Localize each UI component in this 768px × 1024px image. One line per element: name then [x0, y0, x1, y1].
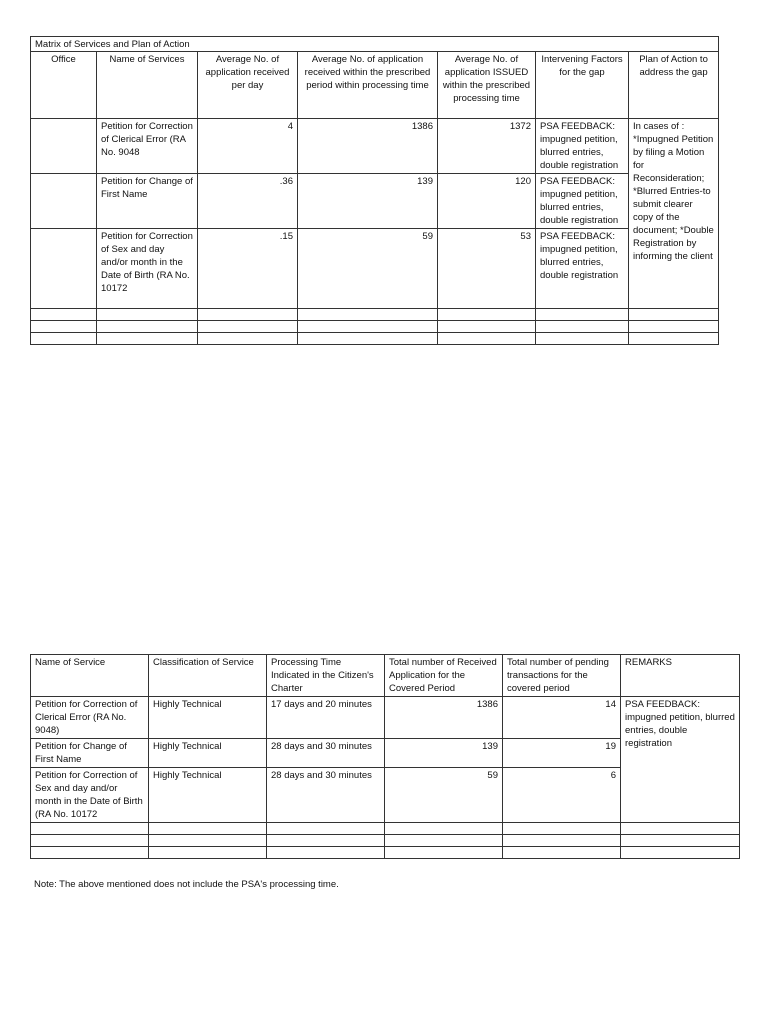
service-name-cell: Petition for Correction of Sex and day and/or month in the Date of Birth (RA No. 10172 [97, 229, 198, 309]
summary-header-service: Name of Service [31, 655, 149, 697]
matrix-of-services-table [30, 36, 719, 345]
issued-cell: 120 [438, 174, 536, 229]
matrix-header-per-day: Average No. of application received per day [198, 52, 298, 119]
received-cell: 59 [385, 768, 503, 823]
processing-time-cell: 28 days and 30 minutes [267, 739, 385, 768]
summary-header-processing-time: Processing Time Indicated in the Citizen's Charter [267, 655, 385, 697]
per-day-cell: 4 [198, 119, 298, 174]
factors-cell: PSA FEEDBACK: impugned petition, blurred entries, double registration [536, 119, 629, 174]
service-name-cell: Petition for Correction of Sex and day and/or month in the Date of Birth (RA No. 10172 [31, 768, 149, 823]
received-cell: 59 [298, 229, 438, 309]
table-row [31, 174, 719, 229]
per-day-cell: .36 [198, 174, 298, 229]
table-row [31, 119, 719, 174]
empty-row [31, 847, 740, 859]
footnote: Note: The above mentioned does not include the PSA's processing time. [34, 879, 339, 890]
per-day-cell: .15 [198, 229, 298, 309]
summary-header-classification: Classification of Service [149, 655, 267, 697]
classification-cell: Highly Technical [149, 739, 267, 768]
classification-cell: Highly Technical [149, 768, 267, 823]
matrix-header-issued: Average No. of application ISSUED within the prescribed processing time [438, 52, 536, 119]
matrix-header-received: Average No. of application received within the prescribed period within processing time [298, 52, 438, 119]
factors-cell: PSA FEEDBACK: impugned petition, blurred entries, double registration [536, 229, 629, 309]
matrix-header-office: Office [31, 52, 97, 119]
summary-header-received: Total number of Received Application for the Covered Period [385, 655, 503, 697]
received-cell: 139 [298, 174, 438, 229]
pending-cell: 6 [503, 768, 621, 823]
received-cell: 139 [385, 739, 503, 768]
summary-header-remarks: REMARKS [621, 655, 740, 697]
empty-row [31, 823, 740, 835]
pending-cell: 19 [503, 739, 621, 768]
matrix-header-service: Name of Services [97, 52, 198, 119]
summary-header-row [31, 655, 740, 697]
plan-of-action-cell: In cases of : *Impugned Petition by filing a Motion for Reconsideration; *Blurred Entries-to submit clearer copy of the document; *Double Registration by informing the client [629, 119, 719, 309]
received-cell: 1386 [298, 119, 438, 174]
matrix-header-plan: Plan of Action to address the gap [629, 52, 719, 119]
matrix-header-factors: Intervening Factors for the gap [536, 52, 629, 119]
service-name-cell: Petition for Correction of Clerical Error (RA No. 9048 [97, 119, 198, 174]
empty-row [31, 321, 719, 333]
issued-cell: 1372 [438, 119, 536, 174]
service-name-cell: Petition for Change of First Name [97, 174, 198, 229]
service-name-cell: Petition for Change of First Name [31, 739, 149, 768]
issued-cell: 53 [438, 229, 536, 309]
pending-cell: 14 [503, 697, 621, 739]
office-cell [31, 119, 97, 174]
empty-row [31, 835, 740, 847]
table-row [31, 697, 740, 739]
matrix-caption: Matrix of Services and Plan of Action [31, 37, 719, 52]
empty-row [31, 309, 719, 321]
processing-time-cell: 17 days and 20 minutes [267, 697, 385, 739]
received-cell: 1386 [385, 697, 503, 739]
remarks-cell: PSA FEEDBACK: impugned petition, blurred entries, double registration [621, 697, 740, 823]
service-summary-table [30, 654, 740, 859]
office-cell [31, 229, 97, 309]
empty-row [31, 333, 719, 345]
classification-cell: Highly Technical [149, 697, 267, 739]
processing-time-cell: 28 days and 30 minutes [267, 768, 385, 823]
matrix-header-row [31, 52, 719, 119]
factors-cell: PSA FEEDBACK: impugned petition, blurred entries, double registration [536, 174, 629, 229]
table-row [31, 229, 719, 309]
summary-header-pending: Total number of pending transactions for the covered period [503, 655, 621, 697]
office-cell [31, 174, 97, 229]
service-name-cell: Petition for Correction of Clerical Error (RA No. 9048) [31, 697, 149, 739]
